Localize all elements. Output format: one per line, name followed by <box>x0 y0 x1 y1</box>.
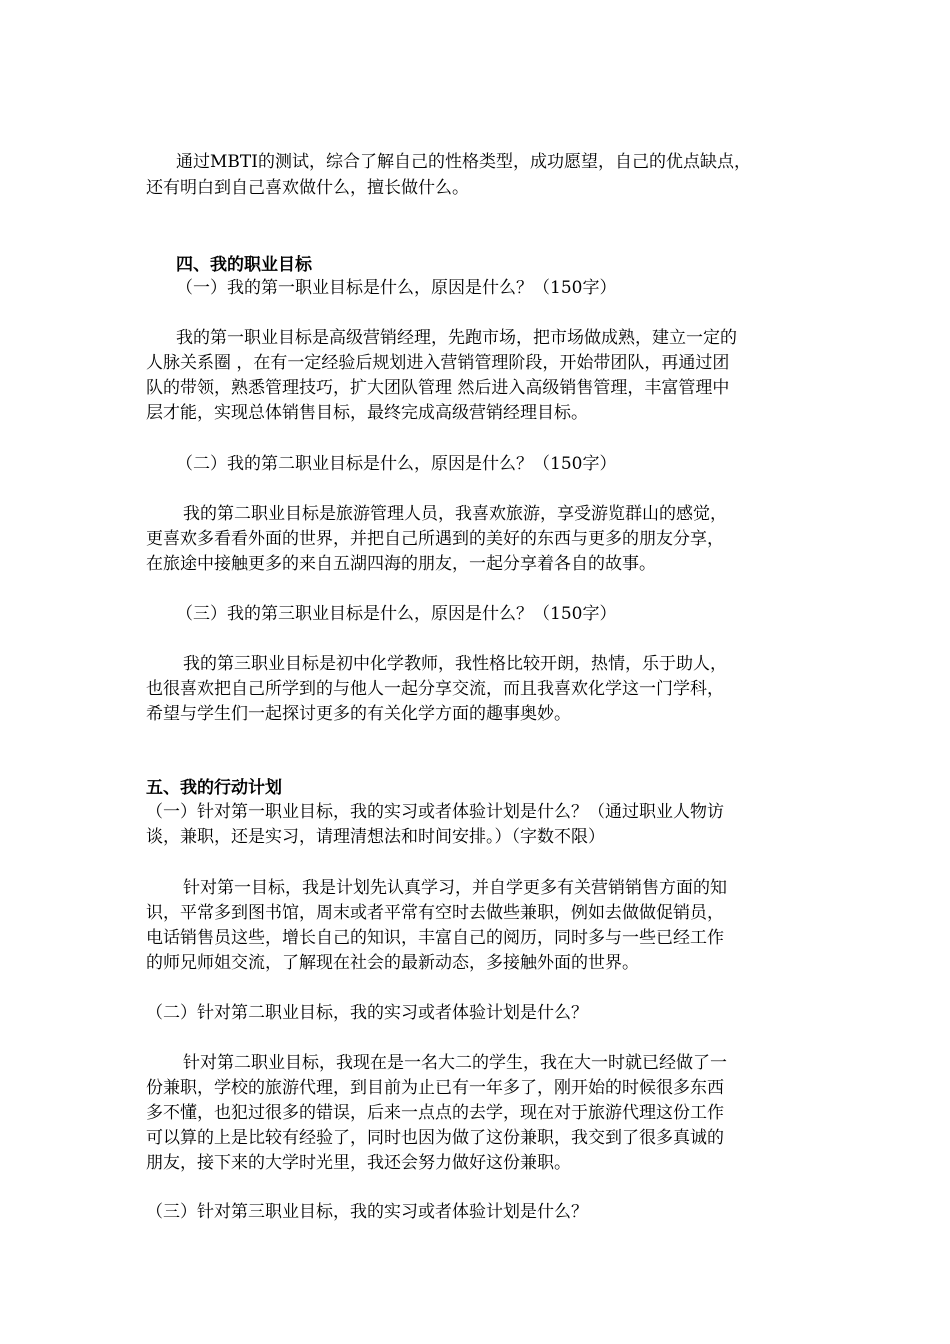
intro-line: 通过MBTI的测试，综合了解自己的性格类型，成功愿望，自己的优点缺点， <box>176 152 751 172</box>
answer-line: 我的第一职业目标是高级营销经理，先跑市场，把市场做成熟，建立一定的 <box>176 328 737 348</box>
answer-line: 朋友，接下来的大学时光里，我还会努力做好这份兼职。 <box>146 1153 571 1173</box>
answer-line: 份兼职，学校的旅游代理，到目前为止已有一年多了，刚开始的时候很多东西 <box>146 1078 724 1098</box>
section-heading: 五、我的行动计划 <box>146 778 282 798</box>
question: （二）我的第二职业目标是什么，原因是什么？（150字） <box>176 454 617 474</box>
answer-line: 的师兄师姐交流，了解现在社会的最新动态，多接触外面的世界。 <box>146 953 639 973</box>
answer-line: 针对第二职业目标，我现在是一名大二的学生，我在大一时就已经做了一 <box>183 1053 727 1073</box>
question: （三）我的第三职业目标是什么，原因是什么？（150字） <box>176 604 617 624</box>
question: （一）我的第一职业目标是什么，原因是什么？（150字） <box>176 278 617 298</box>
answer-line: 针对第一目标，我是计划先认真学习，并自学更多有关营销销售方面的知 <box>183 878 727 898</box>
answer-line: 多不懂，也犯过很多的错误，后来一点点的去学，现在对于旅游代理这份工作 <box>146 1103 724 1123</box>
answer-line: 识，平常多到图书馆，周末或者平常有空时去做些兼职，例如去做做促销员， <box>146 903 724 923</box>
answer-line: 更喜欢多看看外面的世界，并把自己所遇到的美好的东西与更多的朋友分享， <box>146 529 724 549</box>
answer-line: 电话销售员这些，增长自己的知识，丰富自己的阅历，同时多与一些已经工作 <box>146 928 724 948</box>
question: （三）针对第三职业目标，我的实习或者体验计划是什么？ <box>146 1202 588 1222</box>
intro-line: 还有明白到自己喜欢做什么，擅长做什么。 <box>146 178 469 198</box>
question: （二）针对第二职业目标，我的实习或者体验计划是什么？ <box>146 1003 588 1023</box>
answer-line: 我的第二职业目标是旅游管理人员，我喜欢旅游，享受游览群山的感觉， <box>183 504 727 524</box>
answer-line: 可以算的上是比较有经验了，同时也因为做了这份兼职，我交到了很多真诚的 <box>146 1128 724 1148</box>
answer-line: 层才能，实现总体销售目标，最终完成高级营销经理目标。 <box>146 403 588 423</box>
section-heading: 四、我的职业目标 <box>176 255 312 275</box>
answer-line: 人脉关系圈 ，在有一定经验后规划进入营销管理阶段，开始带团队，再通过团 <box>146 353 730 373</box>
answer-line: 希望与学生们一起探讨更多的有关化学方面的趣事奥妙。 <box>146 704 571 724</box>
answer-line: 我的第三职业目标是初中化学教师，我性格比较开朗，热情，乐于助人， <box>183 654 727 674</box>
answer-line: 也很喜欢把自己所学到的与他人一起分享交流，而且我喜欢化学这一门学科， <box>146 679 724 699</box>
answer-line: 在旅途中接触更多的来自五湖四海的朋友，一起分享着各自的故事。 <box>146 554 656 574</box>
answer-line: 队的带领，熟悉管理技巧，扩大团队管理 然后进入高级销售管理，丰富管理中 <box>146 378 730 398</box>
question: 谈，兼职，还是实习，请理清想法和时间安排。）（字数不限） <box>146 827 605 847</box>
question: （一）针对第一职业目标，我的实习或者体验计划是什么？（通过职业人物访 <box>146 802 724 822</box>
